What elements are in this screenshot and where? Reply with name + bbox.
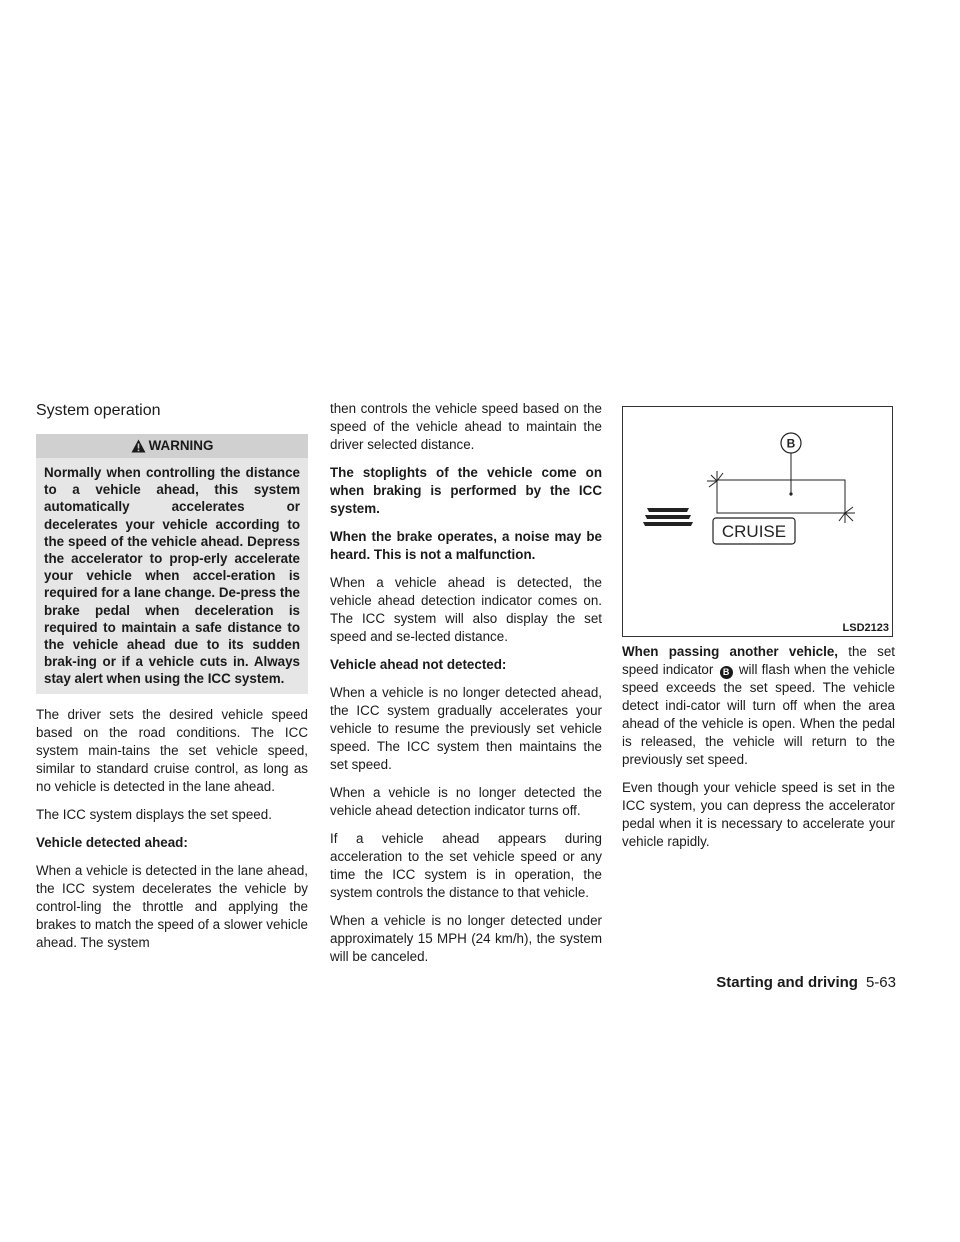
paragraph: When a vehicle ahead is detected, the vehicle ahead detection indicator comes on. The ICC system will also display the set speed and se-lected distance. bbox=[330, 575, 602, 644]
warning-box bbox=[36, 434, 308, 694]
subheading-vehicle-not-detected: Vehicle ahead not detected: bbox=[330, 657, 507, 672]
paragraph: When a vehicle is no longer detected the vehicle ahead detection indicator turns off. bbox=[330, 785, 602, 818]
warning-header bbox=[36, 434, 308, 458]
note-brake-noise: When the brake operates, a noise may be heard. This is not a malfunction. bbox=[330, 529, 602, 562]
callout-label: B bbox=[786, 436, 796, 451]
figure-code: LSD2123 bbox=[842, 622, 889, 634]
cruise-indicator-figure bbox=[622, 406, 893, 637]
subheading-vehicle-detected: Vehicle detected ahead: bbox=[36, 834, 188, 850]
warning-text: Normally when controlling the distance to a vehicle ahead, this system automatically accelerates or decelerates your vehicle according to the speed of the vehicle ahead. Depress the accelerator to prop-erly accelerate your vehicle when accel-eration is required for a lane change. De-press the brake pedal when deceleration is required to maintain a safe distance to the vehicle ahead due to its sudden brak-ing or if a vehicle cuts in. Always stay alert when using the ICC system. bbox=[44, 465, 300, 687]
page-footer bbox=[716, 974, 896, 992]
warning-label: WARNING bbox=[148, 438, 214, 453]
lead-phrase: When passing another vehicle, bbox=[622, 644, 839, 659]
cruise-display-text: CRUISE bbox=[721, 522, 787, 541]
cruise-display-illustration bbox=[623, 407, 892, 636]
paragraph: If a vehicle ahead appears during acceleration to the set vehicle speed or any time the ICC system is in operation, the system controls the distance to that vehicle. bbox=[330, 831, 602, 900]
page-number: 5-63 bbox=[865, 974, 896, 991]
warning-triangle-icon bbox=[131, 439, 146, 453]
paragraph-passing bbox=[622, 643, 895, 769]
footer-section-name: Starting and driving bbox=[716, 974, 858, 991]
text-run: the set speed indicator bbox=[622, 644, 895, 677]
distance-bars-icon bbox=[643, 508, 693, 526]
column-3 bbox=[622, 406, 895, 861]
paragraph: Even though your vehicle speed is set in the ICC system, you can depress the accelerator pedal when it is necessary to accelerate your vehicle rapidly. bbox=[622, 780, 895, 849]
paragraph: The ICC system displays the set speed. bbox=[36, 806, 272, 822]
paragraph: then controls the vehicle speed based on the speed of the vehicle ahead to maintain the driver selected distance. bbox=[330, 401, 602, 452]
text-run: will flash when the vehicle speed exceeds the set speed. The vehicle detect indi-cator will turn off when the area ahead of the vehicle is open. When the pedal is released, the vehicle will return to the previously set speed. bbox=[622, 662, 895, 767]
column-2 bbox=[330, 400, 602, 976]
callout-b-marker: B bbox=[720, 666, 733, 679]
flash-left-icon bbox=[707, 471, 723, 487]
note-stoplights: The stoplights of the vehicle come on when braking is performed by the ICC system. bbox=[330, 465, 602, 516]
flash-right-icon bbox=[839, 507, 855, 523]
paragraph: When a vehicle is no longer detected under approximately 15 MPH (24 km/h), the system will be canceled. bbox=[330, 913, 602, 964]
paragraph: When a vehicle is detected in the lane ahead, the ICC system decelerates the vehicle by control-ling the throttle and applying the brakes to match the speed of a slower vehicle ahead. The system bbox=[36, 862, 308, 950]
paragraph: When a vehicle is no longer detected ahead, the ICC system gradually accelerates your vehicle to resume the previously set vehicle speed. The ICC system then maintains the set speed. bbox=[330, 685, 602, 772]
paragraph: The driver sets the desired vehicle speed based on the road conditions. The ICC system main-tains the set vehicle speed, similar to standard cruise control, as long as no vehicle is detected in the lane ahead. bbox=[36, 706, 308, 794]
column-1 bbox=[36, 400, 308, 962]
section-title: System operation bbox=[36, 402, 161, 419]
